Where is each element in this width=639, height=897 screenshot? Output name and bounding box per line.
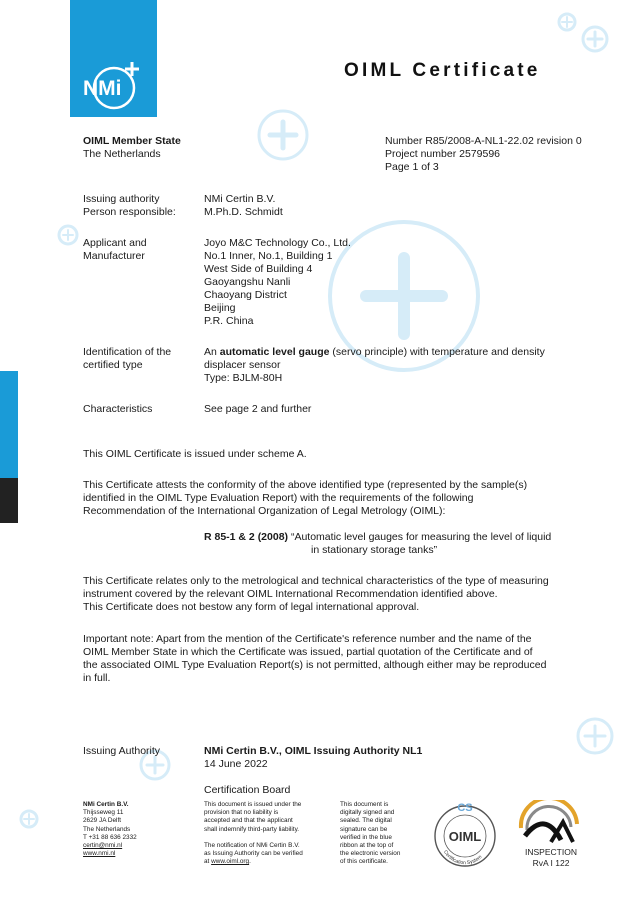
identification-bold: automatic level gauge <box>219 346 330 358</box>
liability-line: provision that no liability is <box>204 809 279 817</box>
liability-line: shall indemnify third-party liability. <box>204 825 300 833</box>
oiml-website-link[interactable]: www.oiml.org <box>211 858 250 866</box>
digital-line: This document is <box>340 801 389 808</box>
signature-authority: NMi Certin B.V., OIML Issuing Authority NL1 <box>204 745 423 757</box>
important-line: Important note: Apart from the mention of the Certificate's reference number and the name of the <box>83 633 532 645</box>
identification-label-2: certified type <box>83 359 143 371</box>
certification-board: Certification Board <box>204 784 291 796</box>
verify-at: at <box>204 858 212 866</box>
footer-address-line: T +31 88 636 2332 <box>83 833 137 841</box>
relates-line: This Certificate relates only to the metrological and technical characteristics of the type of measuring <box>83 575 549 587</box>
characteristics-label: Characteristics <box>83 403 153 415</box>
issuing-authority-label: Issuing authority <box>83 193 160 205</box>
footer-address-line: Thijsseweg 11 <box>83 809 124 817</box>
recommendation-code: R 85-1 & 2 (2008) <box>204 531 289 543</box>
seal-oiml-text: OIML <box>448 829 482 844</box>
applicant-line: Joyo M&C Technology Co., Ltd. <box>204 237 351 249</box>
certificate-number: Number R85/2008-A-NL1-22.02 revision 0 <box>385 135 582 147</box>
certificate-title: OIML Certificate <box>344 60 541 81</box>
applicant-address <box>204 237 351 328</box>
identification-type: Type: BJLM-80H <box>204 372 283 384</box>
identification-suffix: (servo principle) with temperature and density <box>329 346 545 358</box>
applicant-label-2: Manufacturer <box>83 250 145 262</box>
digital-line: of this certificate. <box>340 858 388 866</box>
liability-line: This document is issued under the <box>204 801 302 808</box>
footer-company: NMi Certin B.V. <box>83 801 129 808</box>
rva-number-text: RvA I 122 <box>532 858 570 868</box>
digital-line: verified in the blue <box>340 833 392 841</box>
footer-address-line: 2629 JA Delft <box>83 817 122 825</box>
liability-line: accepted and that the applicant <box>204 817 293 825</box>
person-responsible-value: M.Ph.D. Schmidt <box>204 206 283 218</box>
verify-end: . <box>249 858 251 866</box>
identification-line-1 <box>204 346 545 359</box>
person-responsible-label: Person responsible: <box>83 206 176 218</box>
signature-date: 14 June 2022 <box>204 758 268 770</box>
digital-line: the electronic version <box>340 850 401 858</box>
attest-line: This Certificate attests the conformity of the above identified type (represented by the sample(s) <box>83 479 528 491</box>
footer-web-link[interactable]: www.nmi.nl <box>83 850 116 858</box>
member-state-label: OIML Member State <box>83 135 181 147</box>
important-note <box>83 633 546 685</box>
logo-text: NMi <box>83 77 122 100</box>
footer-address <box>83 801 137 858</box>
applicant-line: No.1 Inner, No.1, Building 1 <box>204 250 333 262</box>
identification-line-2: displacer sensor <box>204 359 281 371</box>
relates-line: instrument covered by the relevant OIML International Recommendation identified above. <box>83 588 498 600</box>
relates-paragraph <box>83 575 549 614</box>
footer-liability <box>204 801 303 866</box>
recommendation-title: “Automatic level gauges for measuring the level of liquid <box>288 531 552 543</box>
footer-email-link[interactable]: certin@nmi.nl <box>83 842 123 850</box>
oiml-cs-seal <box>432 797 498 871</box>
project-number: Project number 2579596 <box>385 148 500 160</box>
applicant-line: Beijing <box>204 302 236 314</box>
footer-digital-signature <box>340 801 400 867</box>
digital-line: signature can be <box>340 825 388 833</box>
attest-line: identified in the OIML Type Evaluation Report) with the requirements of the following <box>83 492 474 504</box>
applicant-line: West Side of Building 4 <box>204 263 313 275</box>
signature-label: Issuing Authority <box>83 745 161 757</box>
page-number: Page 1 of 3 <box>385 161 439 173</box>
issuing-authority-value: NMi Certin B.V. <box>204 193 276 205</box>
rva-inspection-mark <box>515 800 587 872</box>
seal-ring-text: Certification System <box>442 849 484 867</box>
recommendation-line-1 <box>204 531 551 544</box>
important-line: the associated OIML Type Evaluation Report(s) is not permitted, although either may be reproduced <box>83 659 547 671</box>
applicant-line: Gaoyangshu Nanli <box>204 276 291 288</box>
characteristics-value: See page 2 and further <box>204 403 312 415</box>
scheme-statement: This OIML Certificate is issued under scheme A. <box>83 448 307 460</box>
digital-line: digitally signed and <box>340 809 395 817</box>
seal-cs-text: CS <box>457 802 473 814</box>
attest-paragraph <box>83 479 527 518</box>
footer-address-line: The Netherlands <box>83 825 131 833</box>
rva-inspection-text: INSPECTION <box>525 847 577 857</box>
important-line: in full. <box>83 672 111 684</box>
applicant-line: P.R. China <box>204 315 254 327</box>
applicant-line: Chaoyang District <box>204 289 287 301</box>
applicant-label-1: Applicant and <box>83 237 147 249</box>
attest-line: Recommendation of the International Organization of Legal Metrology (OIML): <box>83 505 446 517</box>
important-line: OIML Member State in which the Certificate was issued, partial quotation of the Certificate and of <box>83 646 533 658</box>
member-state-value: The Netherlands <box>83 148 161 160</box>
identification-prefix: An <box>204 346 220 358</box>
identification-label-1: Identification of the <box>83 346 172 358</box>
relates-line: This Certificate does not bestow any form of legal international approval. <box>83 601 420 613</box>
recommendation-line-2: in stationary storage tanks” <box>311 544 438 556</box>
digital-line: sealed. The digital <box>340 817 392 825</box>
digital-line: ribbon at the top of <box>340 842 394 850</box>
verify-line: as Issuing Authority can be verified <box>204 850 303 858</box>
verify-line: The notification of NMi Certin B.V. <box>204 841 300 849</box>
